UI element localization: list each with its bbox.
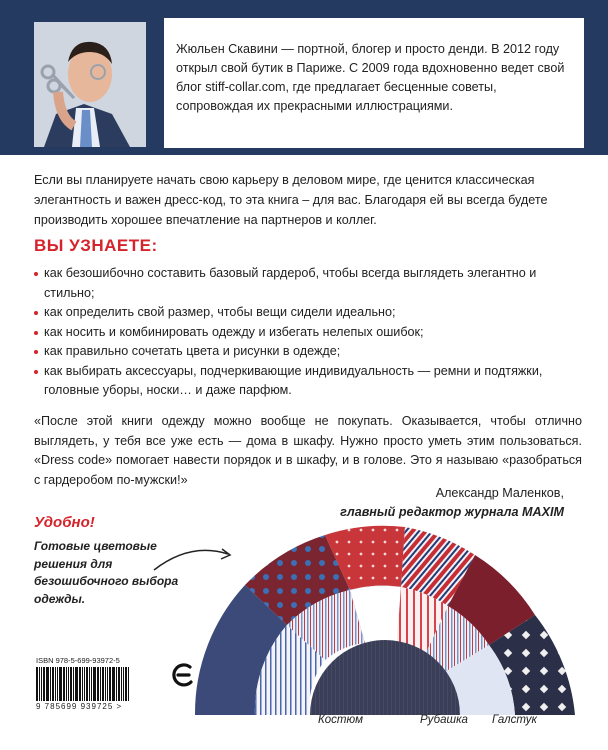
bullet-icon <box>34 370 38 374</box>
quote-author-role: главный редактор журнала MAXIM <box>340 505 564 519</box>
promo-title: Удобно! <box>34 514 95 531</box>
list-item: как выбирать аксессуары, подчеркивающие индивидуальность — ремни и подтяжки, головные уборы, носки… и даже парфюм. <box>34 362 579 401</box>
bullet-icon <box>34 272 38 276</box>
quote-author: Александр Маленков, <box>435 486 564 500</box>
promo-text: Готовые цветовые решения для безошибочного выбора одежды. <box>34 539 179 606</box>
list-item: как носить и комбинировать одежду и избегать нелепых ошибок; <box>34 323 579 343</box>
legend-shirt: Рубашка <box>420 714 468 726</box>
legend-tie: Галстук <box>492 714 537 726</box>
bullet-icon <box>34 311 38 315</box>
barcode-bars <box>36 667 166 701</box>
learn-heading: ВЫ УЗНАЕТЕ: <box>34 236 158 255</box>
bullet-icon <box>34 331 38 335</box>
list-item: как правильно сочетать цвета и рисунки в одежде; <box>34 342 579 362</box>
learn-list <box>34 264 579 401</box>
bullet-icon <box>34 350 38 354</box>
fabric-fan-illustration <box>175 500 595 715</box>
intro-paragraph: Если вы планируете начать свою карьеру в деловом мире, где ценится классическая элегантность и важен дресс-код, то эта книга – для вас. Благодаря ей вы всегда будете производить хорошее впечатление на партнеров и коллег. <box>34 173 548 227</box>
isbn-barcode <box>36 656 166 711</box>
review-quote: «После этой книги одежду можно вообще не покупать. Оказывается, чтобы отлично выглядеть, у тебя все уже есть — дома в шкафу. Нужно просто уметь этим пользоваться. «Dress code» помогает навести порядок и в шкафу, и в голове. Это я называю «разобраться с гардеробом по-мужски!» <box>34 414 582 487</box>
author-photo <box>34 22 146 147</box>
legend-suit: Костюм <box>318 714 364 726</box>
isbn-label: ISBN 978-5-699-93972-5 <box>36 656 120 665</box>
list-item: как безошибочно составить базовый гардероб, чтобы всегда выглядеть элегантно и стильно; <box>34 264 579 303</box>
author-bio <box>164 18 584 148</box>
author-bio-text: Жюльен Скавини — портной, блогер и просто денди. В 2012 году открыл свой бутик в Париже. С 2009 года вдохновенно ведет свой блог stiff-collar.com, где предлагает бесценные советы, сопровождая их прекрасными иллюстрациями. <box>176 42 565 113</box>
list-item: как определить свой размер, чтобы вещи сидели идеально; <box>34 303 579 323</box>
barcode-number: 9 785699 939725 > <box>36 702 123 711</box>
publisher-logo-icon <box>172 662 196 688</box>
